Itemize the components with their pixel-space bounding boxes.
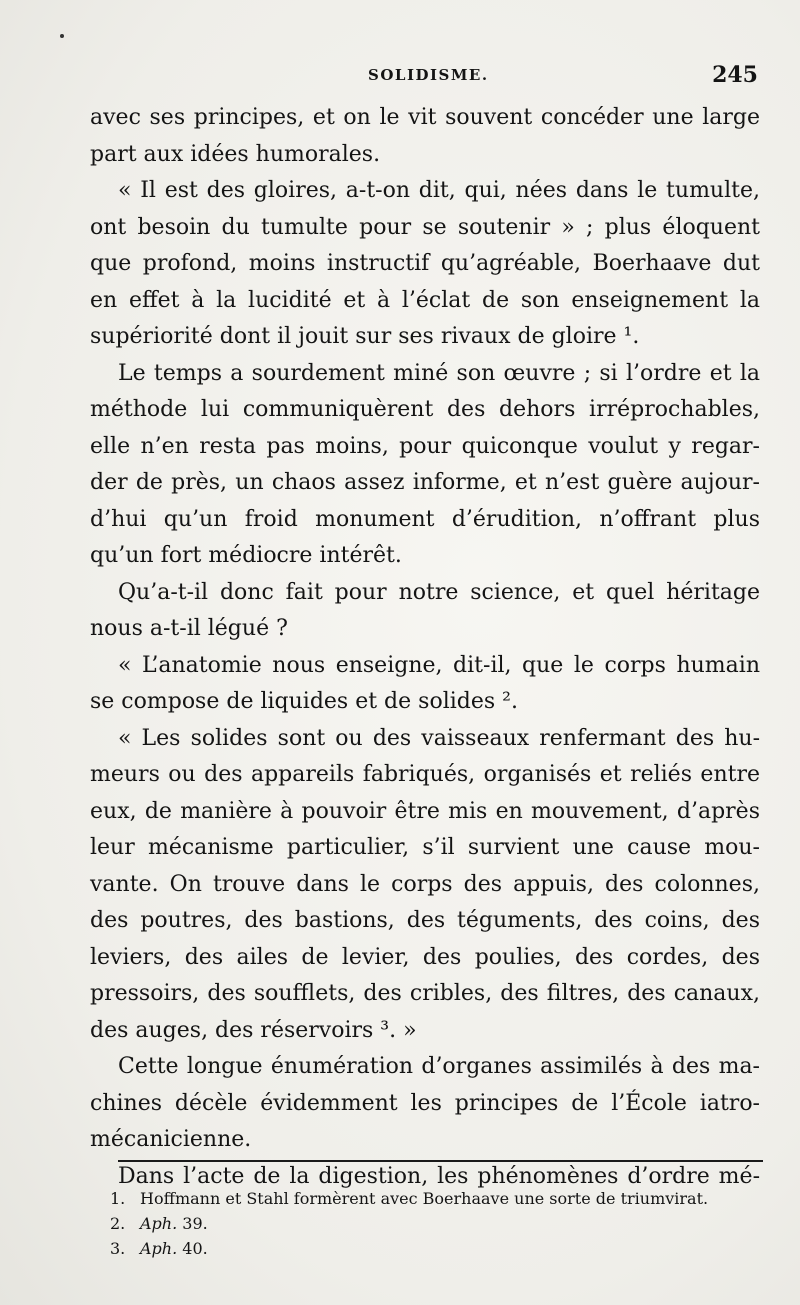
footnote-text: 39. bbox=[177, 1214, 208, 1233]
text-line: des auges, des réservoirs ³. » bbox=[90, 1017, 417, 1043]
text-line: nous a-t-il légué ? bbox=[90, 616, 288, 641]
footnote bbox=[110, 1211, 770, 1236]
footnote-number: 2. bbox=[110, 1214, 126, 1233]
footnote bbox=[110, 1236, 770, 1261]
text-line: qu’un fort médiocre intérêt. bbox=[90, 543, 402, 568]
text-line: « Les solides sont ou des vaisseaux renfermant des hu- bbox=[118, 725, 760, 751]
footnote-text: 40. bbox=[177, 1239, 208, 1258]
ink-speck bbox=[60, 34, 64, 38]
footnote-divider bbox=[118, 1160, 763, 1162]
text-line: se compose de liquides et de solides ². bbox=[90, 689, 518, 714]
text-line: elle n’en resta pas moins, pour quiconque voulut y regar- bbox=[90, 433, 760, 459]
page-number: 245 bbox=[712, 62, 758, 88]
text-line: der de près, un chaos assez informe, et n’est guère aujour- bbox=[90, 470, 760, 495]
footnote bbox=[110, 1186, 770, 1211]
footnote-number: 1. bbox=[110, 1189, 126, 1208]
text-line: vante. On trouve dans le corps des appuis, des colonnes, bbox=[90, 871, 760, 897]
text-line: « L’anatomie nous enseigne, dit-il, que le corps humain bbox=[118, 652, 760, 678]
text-line: méthode lui communiquèrent des dehors irréprochables, bbox=[90, 397, 760, 422]
footnotes bbox=[110, 1186, 770, 1261]
text-line: en effet à la lucidité et à l’éclat de son enseignement la bbox=[90, 287, 760, 313]
text-line: leviers, des ailes de levier, des poulies, des cordes, des bbox=[90, 944, 760, 970]
text-line: chines décèle évidemment les principes de l’École iatro- bbox=[90, 1090, 760, 1116]
text-line: avec ses principes, et on le vit souvent concéder une large bbox=[90, 105, 760, 130]
text-line: que profond, moins instructif qu’agréable, Boerhaave dut bbox=[90, 251, 760, 276]
text-line: meurs ou des appareils fabriqués, organisés et reliés entre bbox=[90, 762, 760, 787]
text-line: part aux idées humorales. bbox=[90, 141, 381, 167]
footnote-abbreviation: Aph. bbox=[140, 1239, 178, 1258]
text-line: eux, de manière à pouvoir être mis en mouvement, d’après bbox=[90, 798, 760, 824]
text-line: Qu’a-t-il donc fait pour notre science, et quel héritage bbox=[118, 579, 760, 605]
text-line: des poutres, des bastions, des téguments, des coins, des bbox=[90, 908, 760, 933]
text-line: mécanicienne. bbox=[90, 1127, 252, 1152]
running-head bbox=[92, 62, 758, 90]
footnote-number: 3. bbox=[110, 1239, 126, 1258]
text-line: supériorité dont il jouit sur ses rivaux de gloire ¹. bbox=[90, 324, 640, 349]
text-line: « Il est des gloires, a-t-on dit, qui, nées dans le tumulte, bbox=[118, 178, 760, 203]
footnote-text: Hoffmann et Stahl formèrent avec Boerhaave une sorte de triumvirat. bbox=[140, 1189, 709, 1208]
running-title: SOLIDISME. bbox=[368, 66, 489, 84]
text-line: d’hui qu’un froid monument d’érudition, n’offrant plus bbox=[90, 506, 760, 532]
text-line: leur mécanisme particulier, s’il survient une cause mou- bbox=[90, 835, 760, 860]
text-line: Dans l’acte de la digestion, les phénomènes d’ordre mé- bbox=[118, 1163, 760, 1189]
text-line: pressoirs, des soufflets, des cribles, des filtres, des canaux, bbox=[90, 981, 760, 1006]
footnote-abbreviation: Aph. bbox=[140, 1214, 178, 1233]
text-line: Le temps a sourdement miné son œuvre ; si l’ordre et la bbox=[118, 360, 760, 386]
text-line: ont besoin du tumulte pour se soutenir » ; plus éloquent bbox=[90, 214, 760, 240]
body-text bbox=[90, 100, 760, 1195]
text-line: Cette longue énumération d’organes assimilés à des ma- bbox=[118, 1054, 760, 1079]
